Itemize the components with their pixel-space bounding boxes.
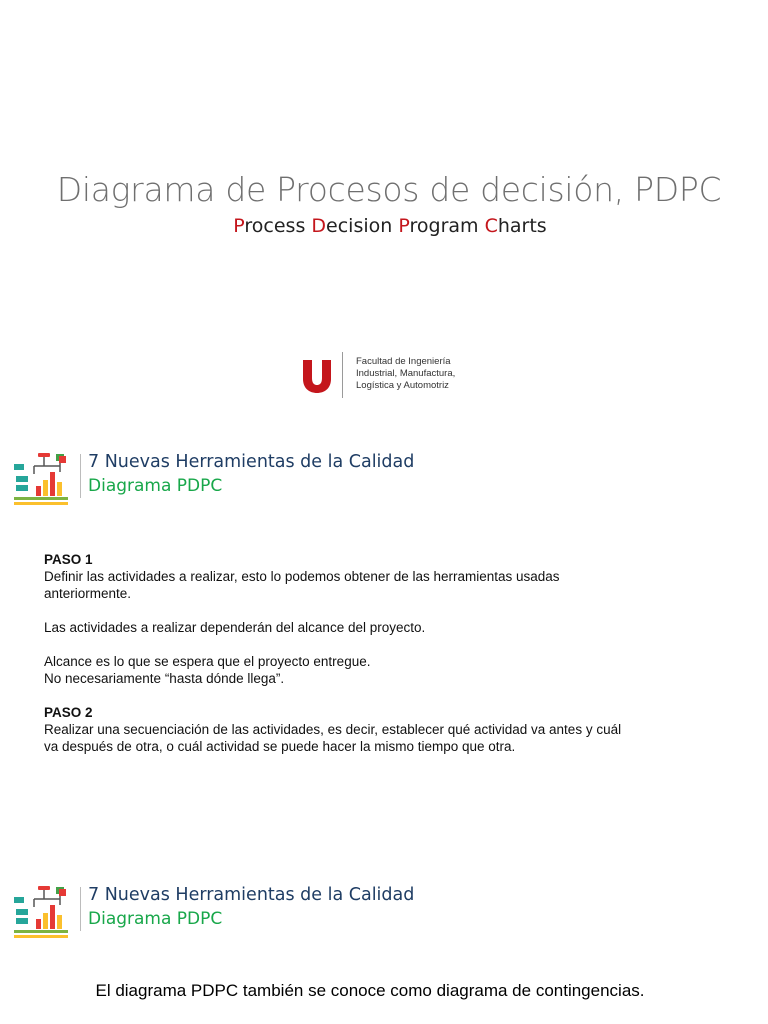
step2-text: Realizar una secuenciación de las actividades, es decir, establecer qué actividad va antes y cuál va después de otra, o cuál actividad se puede hacer la mismo tiempo que otra.	[44, 722, 622, 754]
quality-tools-icon	[12, 885, 72, 939]
logo-faculty-text	[356, 356, 496, 392]
quality-tools-icon	[12, 452, 72, 506]
subtitle-word-ecision: ecision	[326, 215, 399, 237]
logo-divider	[342, 352, 343, 398]
step1-text: Definir las actividades a realizar, esto lo podemos obtener de las herramientas usadas anteriormente.	[44, 569, 560, 601]
logo-line: Industrial, Manufactura,	[356, 368, 456, 379]
logo-line: Logística y Automotriz	[356, 380, 449, 391]
subtitle-word-rocess: rocess	[244, 215, 312, 237]
subtitle-word-rogram: rogram	[409, 215, 485, 237]
step1-label: PASO 1	[44, 552, 93, 567]
slide-subtitle	[0, 215, 768, 237]
subtitle-initial-d: D	[311, 215, 327, 237]
steps-content	[44, 551, 624, 755]
section-divider	[80, 887, 81, 931]
subtitle-initial-c: C	[484, 215, 498, 237]
section-subtitle: Diagrama PDPC	[88, 909, 223, 929]
slide-title: Diagrama de Procesos de decisión, PDPC	[56, 170, 722, 209]
section-divider	[80, 454, 81, 498]
section-subtitle: Diagrama PDPC	[88, 476, 223, 496]
scope-line-2: No necesariamente “hasta dónde llega”.	[44, 671, 285, 686]
section-title: 7 Nuevas Herramientas de la Calidad	[88, 452, 415, 472]
subtitle-word-harts: harts	[497, 215, 547, 237]
scope-paragraph: Las actividades a realizar dependerán del alcance del proyecto.	[44, 620, 426, 635]
logo-line: Facultad de Ingeniería	[356, 356, 451, 367]
subtitle-initial-p2: P	[398, 215, 410, 237]
subtitle-initial-p: P	[233, 215, 245, 237]
scope-line-1: Alcance es lo que se espera que el proyecto entregue.	[44, 654, 371, 669]
section-title: 7 Nuevas Herramientas de la Calidad	[88, 885, 415, 905]
step2-label: PASO 2	[44, 705, 93, 720]
university-u-logo-icon	[300, 358, 334, 394]
contingency-statement: El diagrama PDPC también se conoce como diagrama de contingencias.	[95, 981, 645, 1000]
